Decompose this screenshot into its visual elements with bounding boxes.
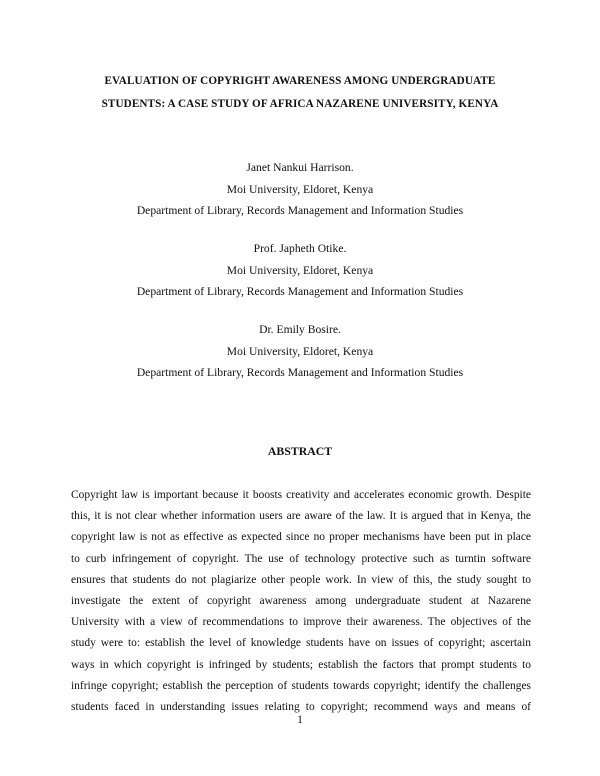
paper-title-line-2: STUDENTS: A CASE STUDY OF AFRICA NAZARENE UNIVERSITY, KENYA [101,98,499,110]
author-institution: Moi University, Eldoret, Kenya [226,182,374,196]
page-number: 1 [297,714,303,726]
abstract-line: University with a view of recommendations to improve their awareness. The objectives of the [71,616,531,629]
author-name: Prof. Japheth Otike. [253,242,347,255]
abstract-heading: ABSTRACT [267,444,333,458]
author-name: Janet Nankui Harrison. [246,161,354,174]
abstract-line: study were to: establish the level of knowledge students have on issues of copyright; ascertain [71,637,531,650]
abstract-line: investigate the extent of copyright awareness among undergraduate student at Nazarene [71,595,531,608]
author-block-3 [0,319,600,384]
abstract-line: infringe copyright; establish the perception of students towards copyright; identify the challenges [71,679,531,692]
author-block-2 [0,238,600,303]
abstract-line: copyright law is not as effective as expected since no proper mechanisms have been put in place [71,531,531,544]
abstract-line: Copyright law is important because it boosts creativity and accelerates economic growth. Despite [71,489,531,501]
abstract-line: to curb infringement of copyright. The use of technology protective such as turntin software [71,552,531,565]
abstract-body [71,485,531,718]
abstract-line: students faced in understanding issues relating to copyright; recommend ways and means of [71,701,531,714]
author-department: Department of Library, Records Management and Information Studies [136,204,464,217]
author-department: Department of Library, Records Management and Information Studies [136,366,464,379]
paper-title [60,70,540,116]
author-block-1 [0,157,600,222]
abstract-line: ways in which copyright is infringed by students; establish the factors that prompt students to [71,658,531,671]
paper-title-line-1: EVALUATION OF COPYRIGHT AWARENESS AMONG UNDERGRADUATE [104,75,496,87]
author-department: Department of Library, Records Management and Information Studies [136,285,464,298]
author-name: Dr. Emily Bosire. [259,323,341,336]
abstract-line: this, it is not clear whether information users are aware of the law. It is argued that in Kenya, the [71,510,531,523]
abstract-line: ensures that students do not plagiarize other people work. In view of this, the study sought to [71,573,531,586]
author-institution: Moi University, Eldoret, Kenya [226,344,374,358]
author-institution: Moi University, Eldoret, Kenya [226,263,374,277]
